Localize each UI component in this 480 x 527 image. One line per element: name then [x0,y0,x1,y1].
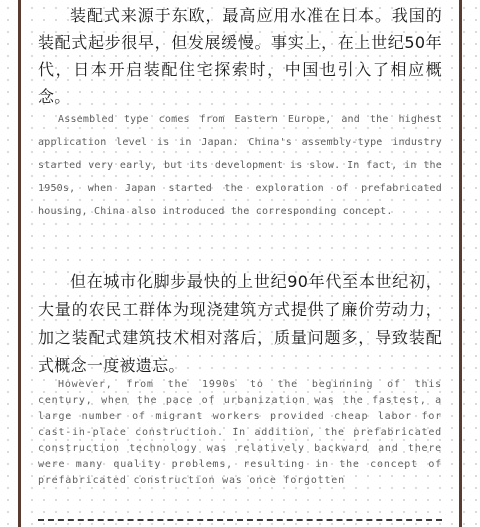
dashed-divider [38,519,442,521]
paragraph-1-english: Assembled type comes from Eastern Europe, and the highest application level is in Japan. China's assembly-type industry started very early, but its development is slow. In fact, in the 1950s, when Japan started the exploration of prefabricated housing, China also introduced the corresponding concept. [38,114,442,217]
article-content [38,0,442,527]
paragraph-2-english: However, from the 1990s to the beginning of this century, when the pace of urbanization was the fastest, a large number of migrant workers provided cheap labor for cast-in-place construction. In addition, the prefabricated construction technology was relatively backward and there were many quality problems, resulting in the concept of prefabricated construction was once forgotten [38,379,442,486]
paragraph-1-chinese: 装配式来源于东欧，最高应用水准在日本。我国的装配式起步很早，但发展缓慢。事实上，在上世纪50年代，日本开启装配住宅探索时，中国也引入了相应概念。 [38,6,442,106]
frame-left-border [18,0,21,527]
frame-right-border [459,0,462,527]
paragraph-2-chinese: 但在城市化脚步最快的上世纪90年代至本世纪初，大量的农民工群体为现浇建筑方式提供了廉价劳动力，加之装配式建筑技术相对落后，质量问题多，导致装配式概念一度被遗忘。 [38,272,442,375]
